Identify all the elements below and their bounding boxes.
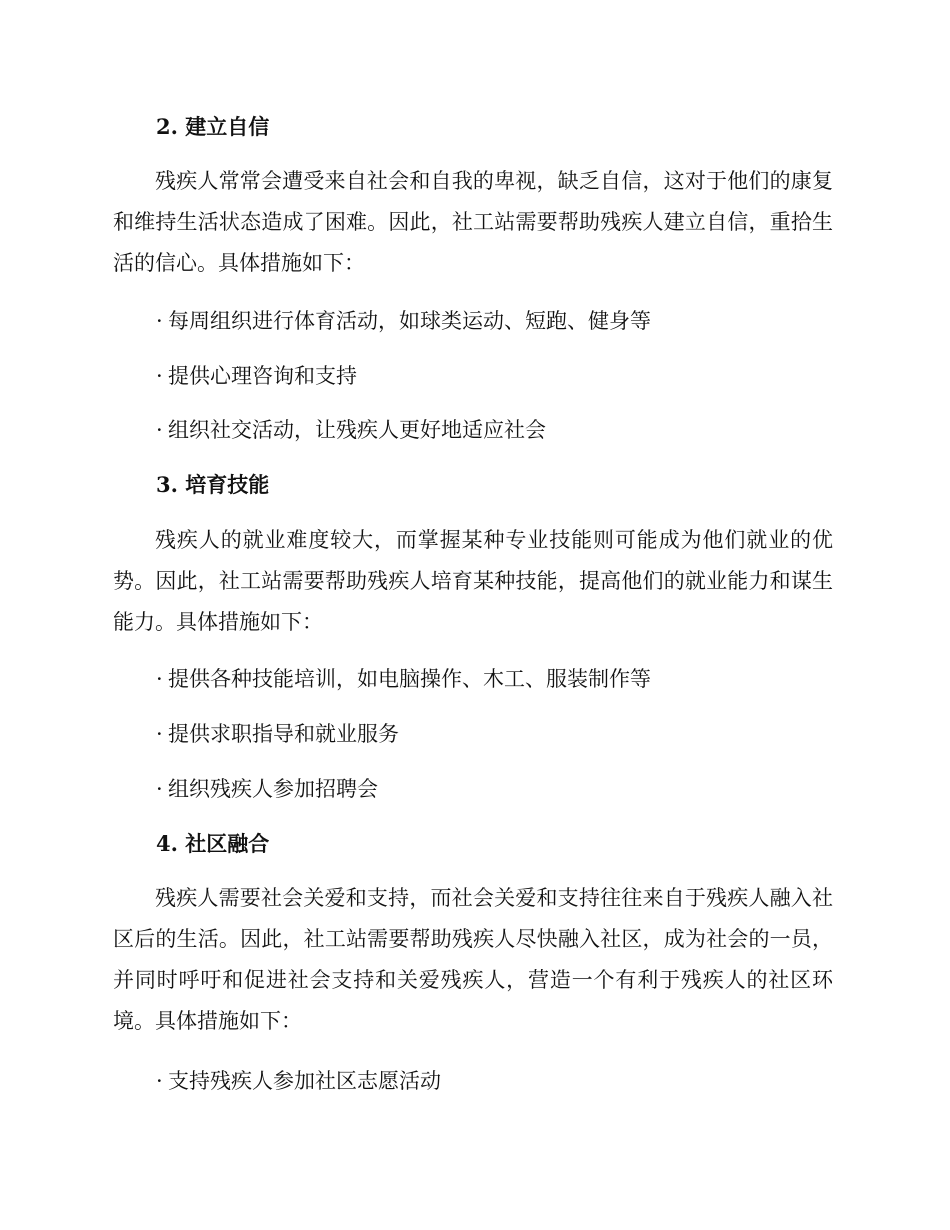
- section-paragraph-cultivate-skills: 残疾人的就业难度较大，而掌握某种专业技能则可能成为他们就业的优势。因此，社工站需要帮助残疾人培育某种技能，提高他们的就业能力和谋生能力。具体措施如下：: [113, 528, 833, 634]
- section-heading-cultivate-skills: 3. 培育技能: [156, 472, 270, 497]
- bullet-text: 支持残疾人参加社区志愿活动: [168, 1069, 441, 1093]
- bullet-dot: ·: [156, 364, 163, 388]
- bullet-item: [156, 415, 546, 445]
- section-paragraph-community-integration: 残疾人需要社会关爱和支持，而社会关爱和支持往往来自于残疾人融入社区后的生活。因此，社工站需要帮助残疾人尽快融入社区，成为社会的一员，并同时呼吁和促进社会支持和关爱残疾人，营造一个有利于残疾人的社区环境。具体措施如下：: [113, 886, 833, 1033]
- bullet-item: [156, 1066, 441, 1096]
- section-heading-community-integration: 4. 社区融合: [156, 831, 270, 856]
- bullet-dot: ·: [156, 1069, 163, 1093]
- section-heading-build-confidence: 2. 建立自信: [156, 114, 270, 139]
- bullet-item: [156, 719, 399, 749]
- bullet-dot: ·: [156, 722, 163, 746]
- bullet-text: 组织社交活动，让残疾人更好地适应社会: [168, 418, 546, 442]
- bullet-text: 提供心理咨询和支持: [168, 364, 357, 388]
- bullet-item: [156, 774, 378, 804]
- bullet-text: 提供求职指导和就业服务: [168, 722, 399, 746]
- bullet-item: [156, 664, 651, 694]
- bullet-item: [156, 361, 357, 391]
- bullet-text: 每周组织进行体育活动，如球类运动、短跑、健身等: [168, 309, 651, 333]
- bullet-text: 提供各种技能培训，如电脑操作、木工、服装制作等: [168, 667, 651, 691]
- section-paragraph-build-confidence: 残疾人常常会遭受来自社会和自我的卑视，缺乏自信，这对于他们的康复和维持生活状态造成了困难。因此，社工站需要帮助残疾人建立自信，重拾生活的信心。具体措施如下：: [113, 169, 833, 275]
- bullet-dot: ·: [156, 309, 163, 333]
- bullet-dot: ·: [156, 418, 163, 442]
- bullet-item: [156, 306, 651, 336]
- bullet-dot: ·: [156, 777, 163, 801]
- bullet-dot: ·: [156, 667, 163, 691]
- bullet-text: 组织残疾人参加招聘会: [168, 777, 378, 801]
